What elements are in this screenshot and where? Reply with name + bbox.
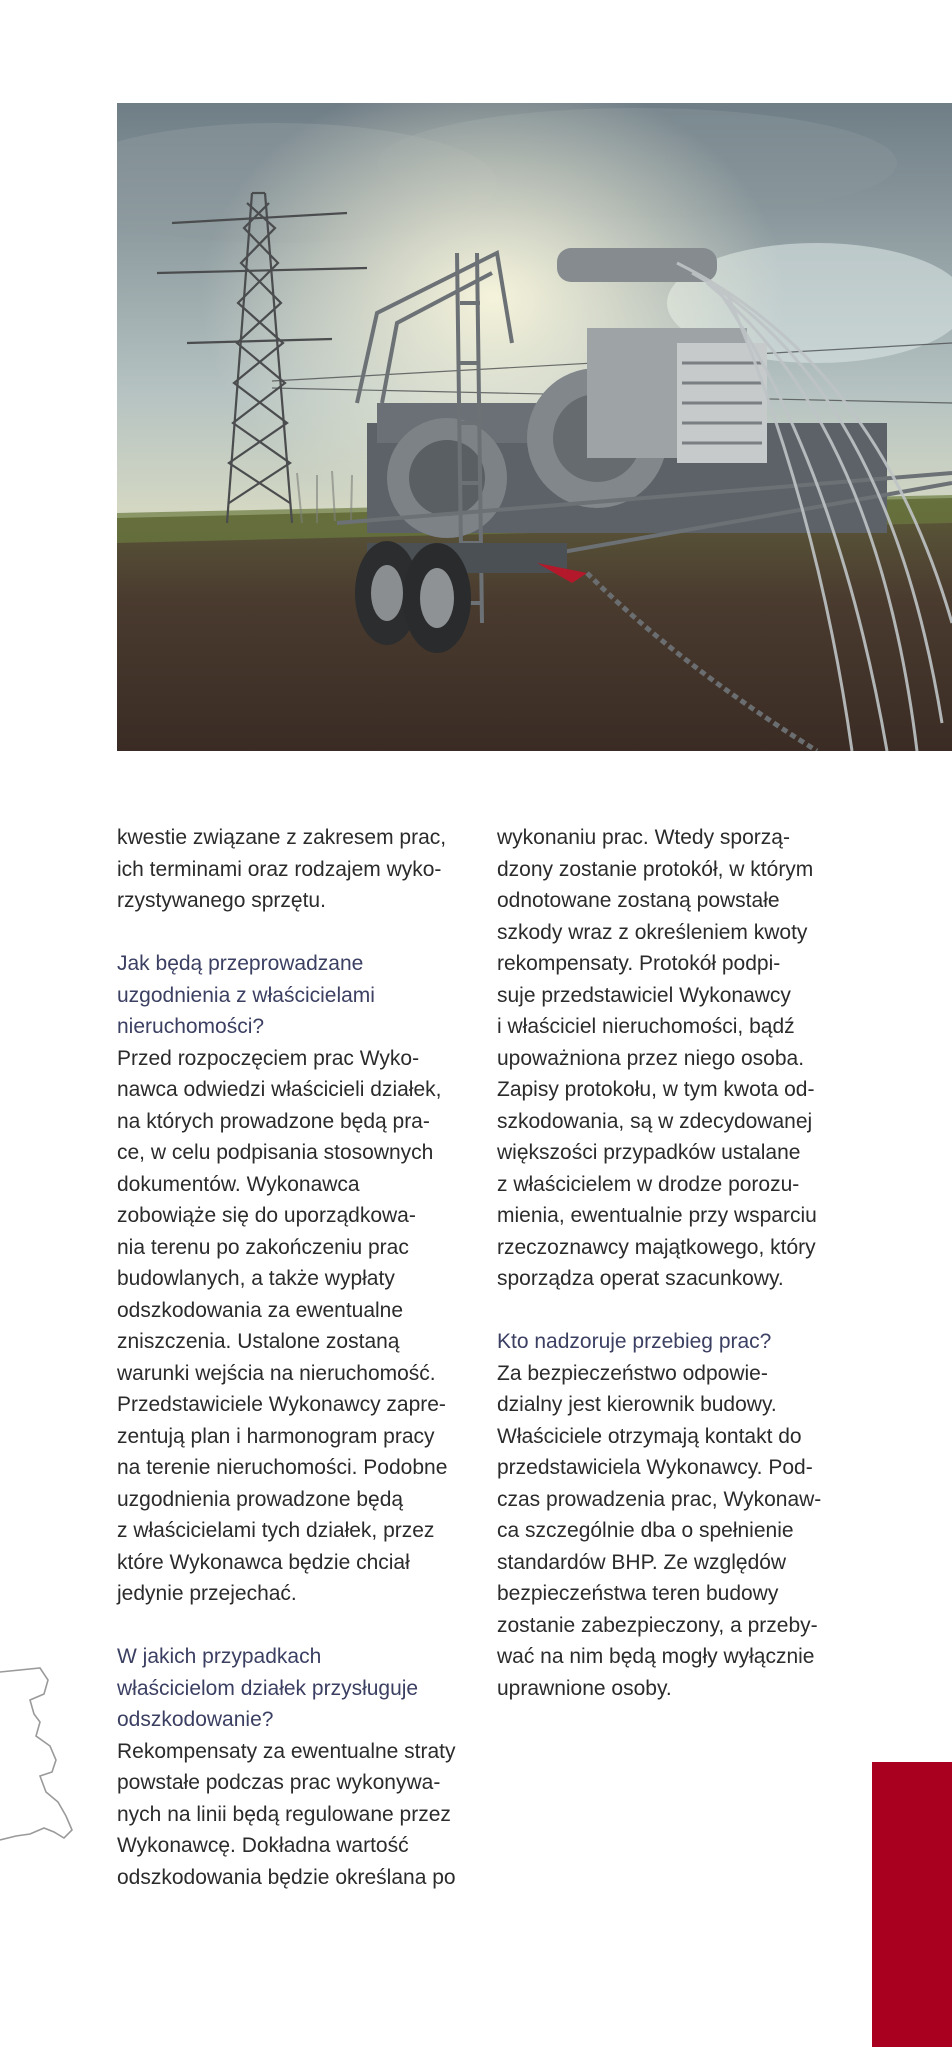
heading-compensation: W jakich przypadkach właścicielom działek przysługuje odszkodowanie? xyxy=(117,1645,419,1731)
left-paragraph-continuation: kwestie związane z zakresem prac, ich terminami oraz rodzajem wyko- rzystywanego sprzętu. xyxy=(117,826,447,912)
heading-supervision: Kto nadzoruje przebieg prac? xyxy=(497,1330,772,1353)
paragraph-supervision: Za bezpieczeństwo odpowie- dzialny jest kierownik budowy. Właściciele otrzymają kontakt do przedstawiciela Wykonawcy. Pod- czas prowadzenia prac, Wykonaw- ca szczególnie dba o spełnienie standardów BHP. Ze względów bezpieczeństwa teren budowy zostanie zabezpieczony, a przeby- wać na nim będą mogły wyłącznie uprawnione osoby. xyxy=(497,1361,822,1700)
left-text-column xyxy=(117,822,477,1893)
paragraph-owner-agreements: Przed rozpoczęciem prac Wyko- nawca odwiedzi właścicieli działek, na których prowadzone będą pra- ce, w celu podpisania stosownych dokumentów. Wykonawca zobowiąże się do uporządkowa- nia terenu po zakończeniu prac budowlanych, a także wypłaty odszkodowania za ewentualne zniszczenia. Ustalone zostaną warunki wejścia na nieruchomość. Przedstawiciele Wykonawcy zapre- zentują plan i harmonogram pracy na terenie nieruchomości. Podobne uzgodnienia prowadzone będą z właścicielami tych działek, przez które Wykonawca będzie chciał jedynie przejechać. xyxy=(117,1046,448,1605)
cable-trailer-photo xyxy=(117,103,952,751)
paragraph-gap xyxy=(117,917,477,949)
paragraph-protocol: wykonaniu prac. Wtedy sporzą- dzony zostanie protokół, w którym odnotowane zostaną powstałe szkody wraz z określeniem kwoty rekompensaty. Protokół podpi- suje przedstawiciel Wykonawcy i właściciel nieruchomości, bądź upoważniona przez niego osoba. Zapisy protokołu, w tym kwota od- szkodowania, są w zdecydowanej większości przypadków ustalane z właścicielem w drodze porozu- mienia, ewentualnie przy wsparciu rzeczoznawcy majątkowego, który sporządza operat szacunkowy. xyxy=(497,826,817,1290)
paragraph-compensation: Rekompensaty za ewentualne straty powstałe podczas prac wykonywa- nych na linii będą regulowane przez Wykonawcę. Dokładna wartość odszkodowania będzie określana po xyxy=(117,1739,456,1889)
paragraph-gap xyxy=(117,1610,477,1642)
right-text-column xyxy=(497,822,857,1704)
accent-red-bar xyxy=(872,1762,952,2047)
region-map-outline-icon xyxy=(0,1660,80,1860)
photo-illustration xyxy=(117,103,952,751)
heading-owner-agreements: Jak będą przeprowadzane uzgodnienia z właścicielami nieruchomości? xyxy=(117,952,375,1038)
paragraph-gap xyxy=(497,1295,857,1327)
